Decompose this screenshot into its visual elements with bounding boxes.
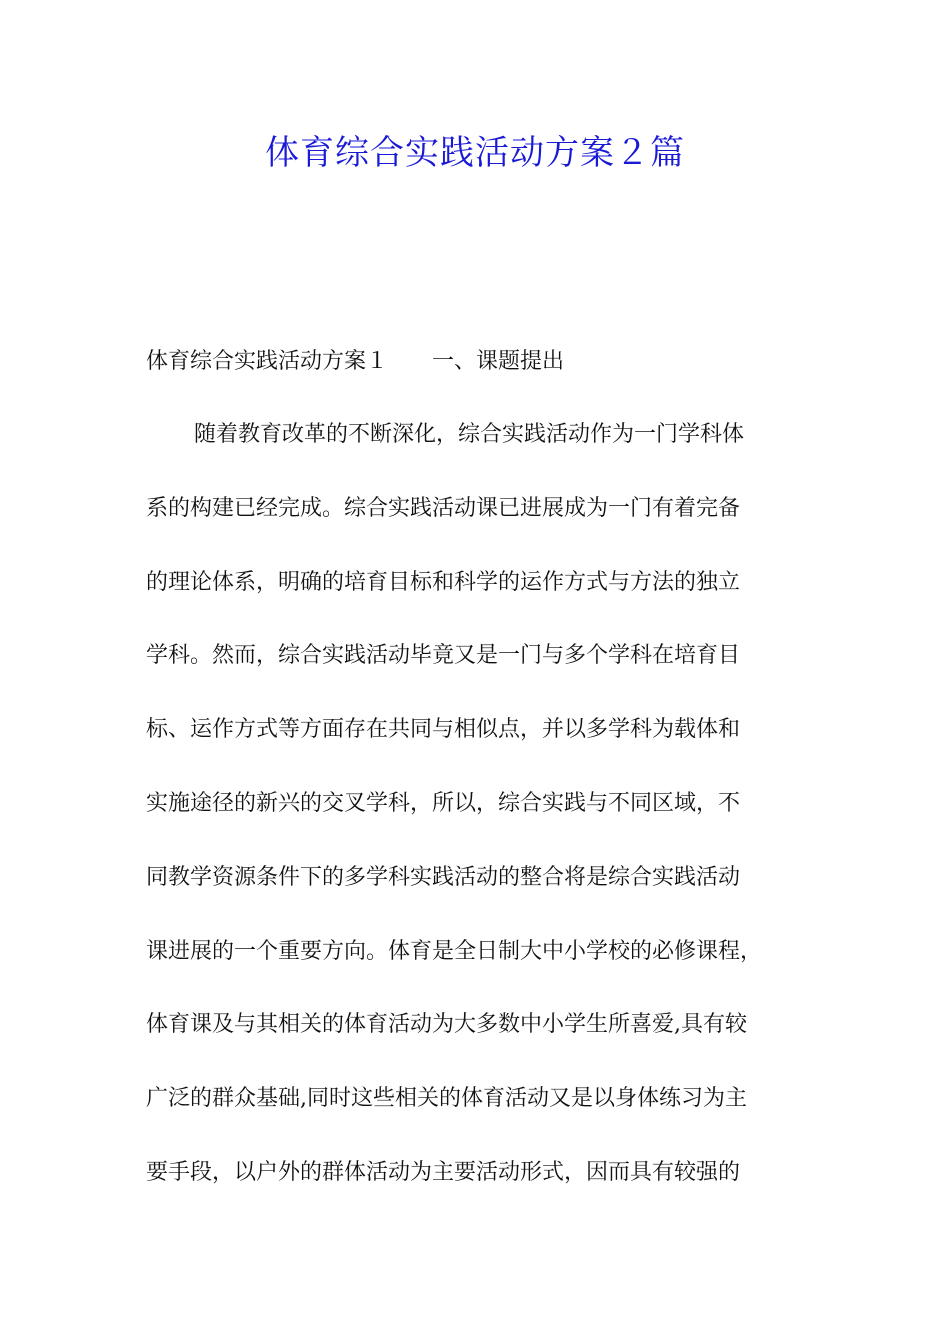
paragraph-line: 广泛的群众基础,同时这些相关的体育活动又是以身体练习为主 <box>146 1086 747 1112</box>
section-heading <box>146 342 564 382</box>
paragraph-line: 实施途径的新兴的交叉学科，所以，综合实践与不同区域，不 <box>146 790 741 816</box>
paragraph-line: 学科。然而，综合实践活动毕竟又是一门与多个学科在培育目 <box>146 643 741 669</box>
paragraph-line: 标、运作方式等方面存在共同与相似点，并以多学科为载体和 <box>146 717 741 743</box>
paragraph-line: 课进展的一个重要方向。体育是全日制大中小学校的必修课程， <box>146 938 763 964</box>
document-title: 体育综合实践活动方案２篇 <box>265 133 685 173</box>
paragraph-line: 随着教育改革的不断深化，综合实践活动作为一门学科体 <box>194 422 745 447</box>
body-paragraph <box>146 415 826 1227</box>
subsection-heading: 一、课题提出 <box>432 349 565 374</box>
paragraph-line: 同教学资源条件下的多学科实践活动的整合将是综合实践活动 <box>146 864 741 890</box>
plan-heading: 体育综合实践活动方案１ <box>146 349 389 374</box>
paragraph-line: 系的构建已经完成。综合实践活动课已进展成为一门有着完备 <box>146 495 741 521</box>
paragraph-line: 要手段，以户外的群体活动为主要活动形式，因而具有较强的 <box>146 1159 741 1185</box>
paragraph-line: 体育课及与其相关的体育活动为大多数中小学生所喜爱,具有较 <box>146 1012 747 1038</box>
paragraph-line: 的理论体系，明确的培育目标和科学的运作方式与方法的独立 <box>146 569 741 595</box>
